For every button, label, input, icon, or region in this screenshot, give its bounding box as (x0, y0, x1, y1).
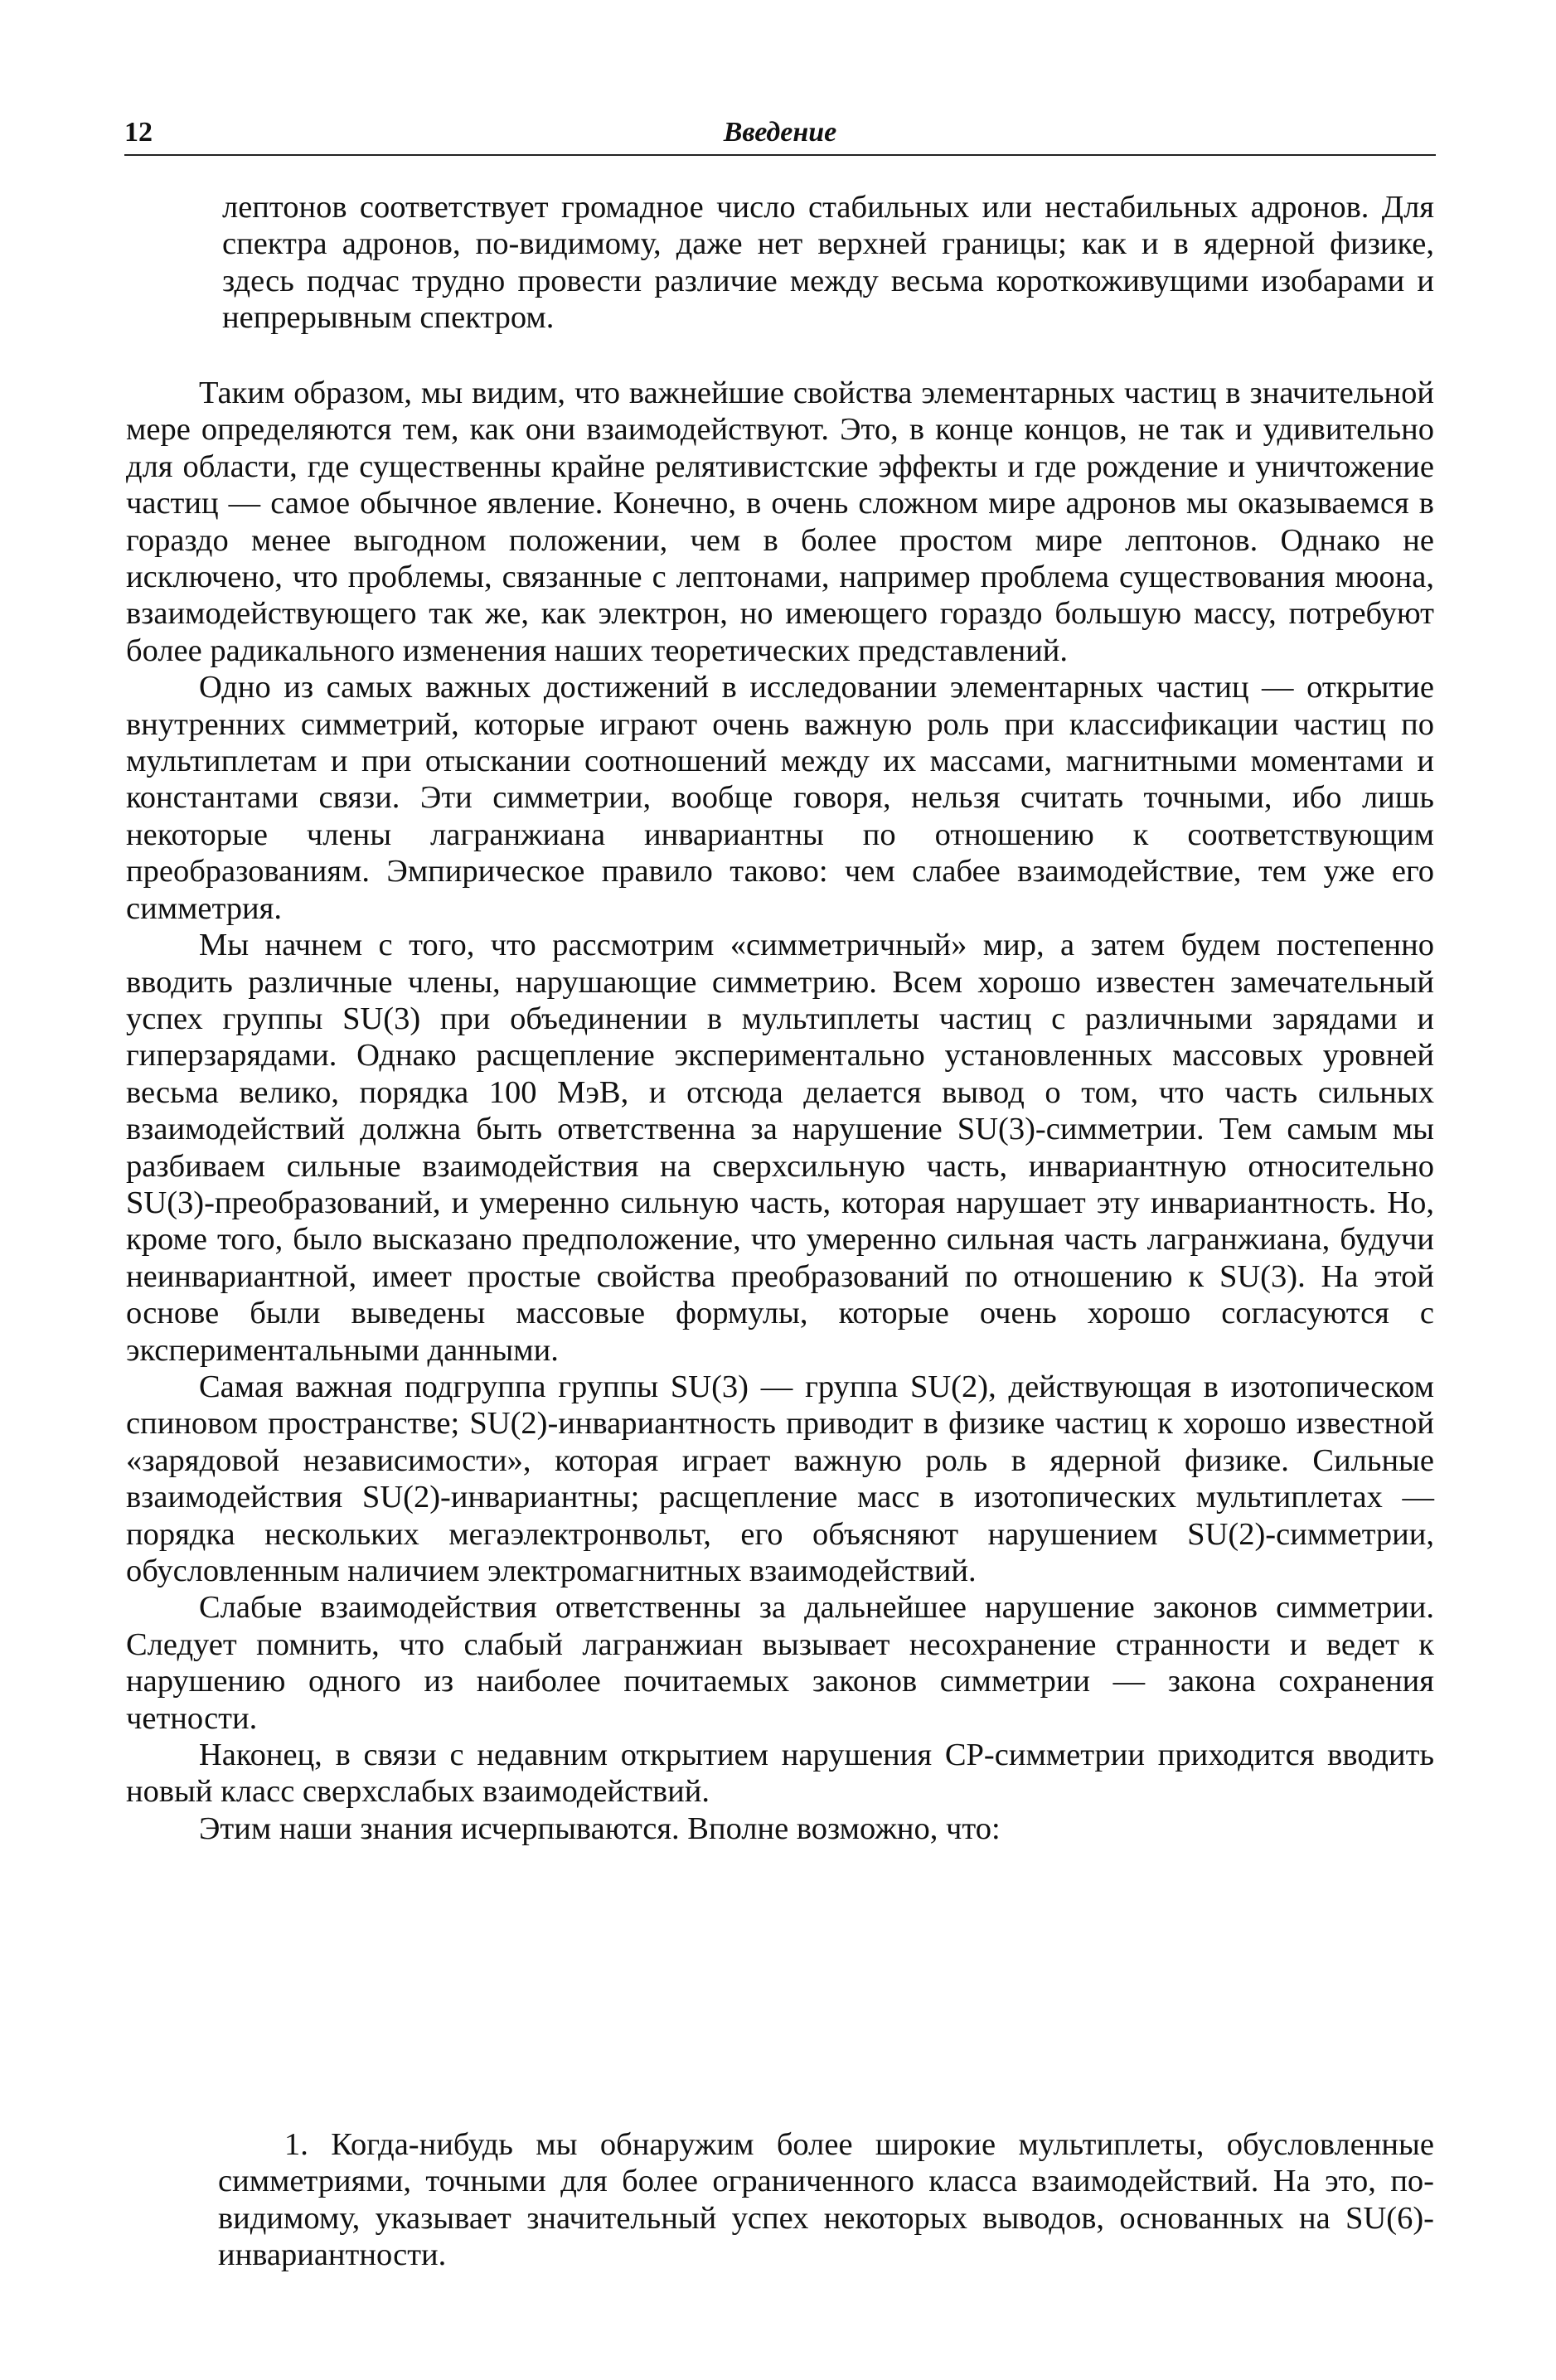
list-item-1: 1. Когда-нибудь мы обнаружим более широкие мультиплеты, обусловленные симметриями, точными для более ограниченного класса взаимодействий. На это, по-видимому, указывает значительный успех некоторых выводов, основанных на SU(6)-инвариантности. (218, 2127, 1434, 2273)
paragraph-su2: Самая важная подгруппа группы SU(3) — группа SU(2), действующая в изотопическом спиновом пространстве; SU(2)-инвариантность приводит в физике частиц к хорошо известной «зарядовой независимости», которая играет важную роль в ядерной физике. Сильные взаимодействия SU(2)-инвариантны; расщепление масс в изотопических мультиплетах — порядка нескольких мегаэлектронвольт, его объясняют нарушением SU(2)-симметрии, обусловленным наличием электромагнитных взаимодействий. (126, 1369, 1434, 1588)
chapter-title: Введение (723, 117, 837, 148)
paragraph-weak: Слабые взаимодействия ответственны за дальнейшее нарушение законов симметрии. Следует помнить, что слабый лагранжиан вызывает несохранение странности и ведет к нарушению одного из наиболее почитаемых законов симметрии — закона сохранения четности. (126, 1590, 1434, 1736)
paragraph-interactions: Таким образом, мы видим, что важнейшие свойства элементарных частиц в значительной мере определяются тем, как они взаимодействуют. Это, в конце концов, не так и удивительно для области, где существенны крайне релятивистские эффекты и где рождение и уничтожение частиц — самое обычное явление. Конечно, в очень сложном мире адронов мы оказываемся в гораздо менее выгодном положении, чем в более простом мире лептонов. Однако не исключено, что проблемы, связанные с лептонами, например проблема существования мюона, взаимодействующего так же, как электрон, но имеющего гораздо большую массу, потребуют более радикального изменения наших теоретических представлений. (126, 376, 1434, 668)
paragraph-knowledge: Этим наши знания исчерпываются. Вполне возможно, что: (199, 1810, 1001, 1846)
paragraph-leptons: лептонов соответствует громадное число стабильных или нестабильных адронов. Для спектра адронов, по-видимому, даже нет верхней границы; как и в ядерной физике, здесь подчас трудно провести различие между весьма короткоживущими изобарами и непрерывным спектром. (222, 190, 1434, 336)
paragraph-su3: Мы начнем с того, что рассмотрим «симметричный» мир, а затем будем постепенно вводить различные члены, нарушающие симметрию. Всем хорошо известен замечательный успех группы SU(3) при объединении в мультиплеты частиц с различными зарядами и гиперзарядами. Однако расщепление экспериментально установленных массовых уровней весьма велико, порядка 100 МэВ, и отсюда делается вывод о том, что часть сильных взаимодействий должна быть ответственна за нарушение SU(3)-симметрии. Тем самым мы разбиваем сильные взаимодействия на сверхсильную часть, инвариантную относительно SU(3)-преобразований, и умеренно сильную часть, которая нарушает эту инвариантность. Но, кроме того, было высказано предположение, что умеренно сильная часть лагранжиана, будучи неинвариантной, имеет простые свойства преобразований по отношению к SU(3). На этой основе были выведены массовые формулы, которые очень хорошо согласуются с экспериментальными данными. (126, 928, 1434, 1368)
paragraph-symmetries: Одно из самых важных достижений в исследовании элементарных частиц — открытие внутренних симметрий, которые играют очень важную роль при классификации частиц по мультиплетам и при отыскании соотношений между их массами, магнитными моментами и константами связи. Эти симметрии, вообще говоря, нельзя считать точными, ибо лишь некоторые члены лагранжиана инвариантны по отношению к соответствующим преобразованиям. Эмпирическое правило таково: чем слабее взаимодействие, тем уже его симметрия. (126, 670, 1434, 926)
lepton-text-block (222, 189, 1434, 337)
running-head (124, 116, 1436, 156)
main-text-block (126, 375, 1434, 1847)
page-number: 12 (124, 117, 153, 148)
paragraph-cp: Наконец, в связи с недавним открытием нарушения CP-симметрии приходится вводить новый класс сверхслабых взаимодействий. (126, 1738, 1434, 1810)
list-block (218, 2126, 1434, 2274)
